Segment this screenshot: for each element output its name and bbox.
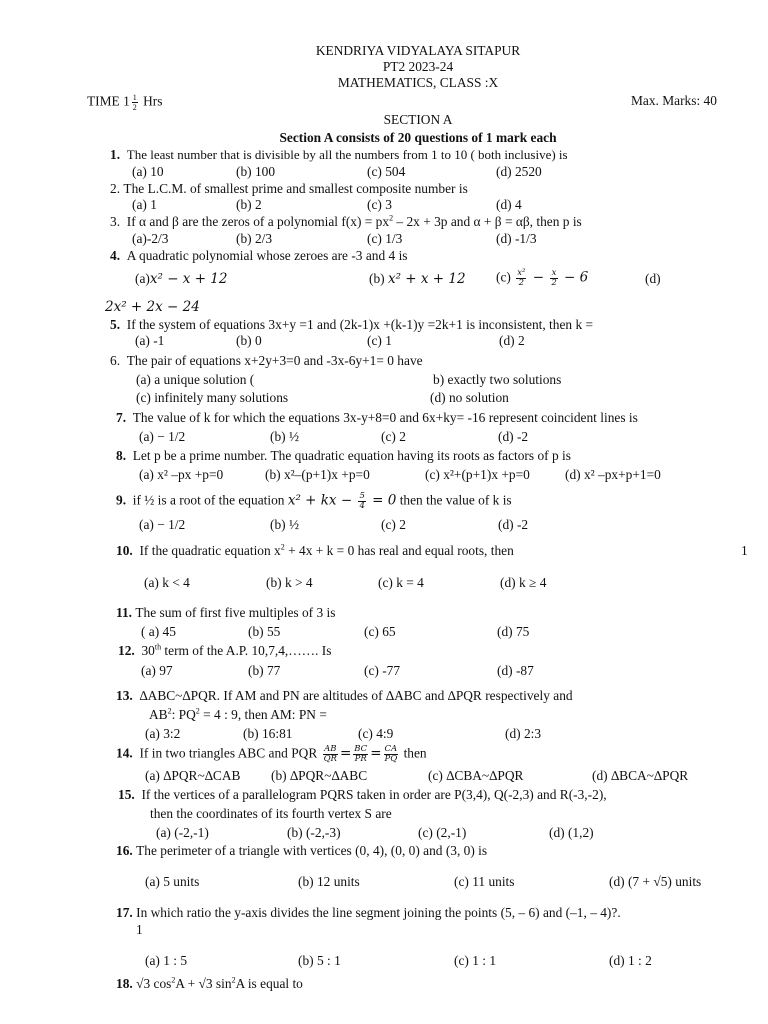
question-15-line-2: then the coordinates of its fourth vertex S are [150, 806, 392, 821]
q7-option-b[interactable]: (b) ½ [270, 429, 300, 444]
q7-option-a[interactable]: (a) − 1/2 [139, 429, 186, 444]
q4-option-a[interactable] [135, 271, 227, 287]
option-label: (c) [496, 269, 515, 285]
equation: = 0 [367, 492, 397, 509]
question-text-cont: term of the A.P. 10,7,4,……. Is [161, 643, 332, 658]
question-text: If in two triangles ABC and PQR [139, 745, 321, 761]
q12-option-b[interactable]: (b) 77 [248, 663, 281, 678]
q1-option-c[interactable]: (c) 504 [367, 164, 406, 179]
question-number: 10. [116, 543, 133, 558]
question-text: In which ratio the y-axis divides the line segment joining the points (5, – 6) and (–1, – 4)?. [136, 905, 621, 920]
exam-name: PT2 2023-24 [382, 59, 454, 74]
superscript: 2 [280, 542, 285, 552]
q17-marks: 1 [136, 922, 143, 937]
question-text: if ½ is a root of the equation [132, 492, 288, 508]
question-18 [116, 976, 303, 992]
q13-option-d[interactable]: (d) 2:3 [505, 726, 542, 741]
q6-option-b[interactable]: b) exactly two solutions [433, 372, 562, 387]
q13-option-c[interactable]: (c) 4:9 [358, 726, 394, 741]
question-text: A + √3 sin [175, 976, 232, 991]
q11-option-a[interactable]: ( a) 45 [141, 624, 176, 639]
option-label: (a) [135, 271, 150, 286]
question-text: If the quadratic equation x [139, 543, 281, 558]
question-number: 16. [116, 843, 133, 858]
question-2 [110, 181, 468, 197]
q10-marks: 1 [741, 543, 748, 558]
question-10 [116, 543, 514, 559]
question-number: 14. [116, 745, 133, 761]
numerator: AB [324, 744, 337, 754]
q10-option-a[interactable]: (a) k < 4 [144, 575, 190, 590]
question-number: 8. [116, 448, 127, 463]
q3-option-d[interactable]: (d) -1/3 [496, 231, 537, 246]
time-fraction [132, 93, 138, 112]
q6-option-a[interactable]: (a) a unique solution ( [136, 372, 255, 387]
option-math: − 6 [559, 269, 589, 286]
q8-option-c[interactable]: (c) x²+(p+1)x +p=0 [425, 467, 530, 482]
q14-option-d[interactable]: (d) ∆BCA~∆PQR [592, 768, 689, 783]
q16-option-d[interactable]: (d) (7 + √5) units [609, 874, 702, 889]
question-4 [110, 248, 408, 264]
question-text: If the vertices of a parallelogram PQRS taken in order are P(3,4), Q(-2,3) and R(-3,-2), [141, 787, 607, 802]
q9-option-d[interactable]: (d) -2 [498, 517, 529, 532]
q9-option-c[interactable]: (c) 2 [381, 517, 406, 532]
question-text-cont: – 2x + 3p and α + β = αβ, then p is [393, 214, 582, 229]
q15-option-d[interactable]: (d) (1,2) [549, 825, 594, 840]
equation: x² + kx − [287, 492, 357, 509]
question-9 [116, 492, 512, 511]
fraction [358, 492, 365, 511]
q16-option-a[interactable]: (a) 5 units [145, 874, 200, 889]
question-number: 5. [110, 317, 121, 332]
question-number: 15. [118, 787, 135, 802]
question-16 [116, 843, 487, 859]
fraction [516, 269, 526, 288]
operator: − [528, 269, 549, 286]
question-5 [110, 317, 593, 333]
q10-option-c[interactable]: (c) k = 4 [378, 575, 424, 590]
denominator: 2 [518, 278, 525, 288]
q8-option-b[interactable]: (b) x²–(p+1)x +p=0 [265, 467, 370, 482]
q4-option-c[interactable] [496, 269, 588, 288]
question-8 [116, 448, 571, 464]
q17-option-a[interactable]: (a) 1 : 5 [145, 953, 188, 968]
q16-option-c[interactable]: (c) 11 units [454, 874, 515, 889]
q17-option-c[interactable]: (c) 1 : 1 [454, 953, 497, 968]
q3-option-c[interactable]: (c) 1/3 [367, 231, 403, 246]
q8-option-d[interactable]: (d) x² –px+p+1=0 [565, 467, 661, 482]
superscript: 2 [231, 975, 236, 985]
q4-option-d-label[interactable]: (d) [645, 271, 661, 286]
school-name: KENDRIYA VIDYALAYA SITAPUR [315, 43, 521, 58]
question-number: 6. [110, 353, 121, 368]
numerator: CA [384, 744, 398, 754]
question-text: ∆ABC~∆PQR. If AM and PN are altitudes of ∆ABC and ∆PQR respectively and [139, 688, 573, 703]
option-math: x² − x + 12 [149, 271, 228, 287]
time-label: TIME 1 [87, 93, 130, 109]
question-number: 4. [110, 248, 121, 263]
numerator: x² [517, 268, 526, 278]
q4-option-d-math[interactable]: 2x² + 2x − 24 [105, 299, 200, 315]
question-text: If the system of equations 3x+y =1 and (2k-1)x +(k-1)y =2k+1 is inconsistent, then k = [126, 317, 594, 332]
subject-class: MATHEMATICS, CLASS :X [337, 75, 499, 90]
question-text-cont: then [400, 745, 427, 761]
question-7 [116, 410, 638, 426]
q14-option-c[interactable]: (c) ∆CBA~∆PQR [428, 768, 524, 783]
question-number: 18. [116, 976, 133, 991]
superscript: 2 [195, 706, 200, 716]
fraction [550, 269, 557, 288]
option-label: (b) [369, 271, 388, 286]
q8-option-a[interactable]: (a) x² –px +p=0 [139, 467, 224, 482]
denominator: PQ [384, 754, 398, 764]
q17-option-d[interactable]: (d) 1 : 2 [609, 953, 652, 968]
question-number: 17. [116, 905, 133, 920]
q6-option-c[interactable]: (c) infinitely many solutions [136, 390, 289, 405]
q4-option-b[interactable] [369, 271, 466, 287]
question-text: The perimeter of a triangle with vertices (0, 4), (0, 0) and (3, 0) is [136, 843, 488, 858]
denominator: 4 [359, 501, 365, 511]
question-text: = 4 : 9, then AM: PN = [199, 707, 327, 722]
q2-option-d[interactable]: (d) 4 [496, 197, 522, 212]
q2-option-c[interactable]: (c) 3 [367, 197, 392, 212]
q2-option-b[interactable]: (b) 2 [236, 197, 262, 212]
question-text: : PQ [171, 707, 196, 722]
question-number: 3. [110, 214, 121, 229]
question-13-line-2 [149, 707, 327, 723]
question-15 [118, 787, 607, 803]
denominator: QR [323, 754, 337, 764]
fraction [353, 745, 368, 764]
q5-option-c[interactable]: (c) 1 [367, 333, 392, 348]
q14-option-a[interactable]: (a) ∆PQR~∆CAB [145, 768, 241, 783]
equals: = [339, 745, 352, 762]
numerator: x [551, 268, 557, 278]
denominator: 2 [551, 278, 557, 288]
question-text-cont: then the value of k is [396, 492, 512, 508]
q5-option-d[interactable]: (d) 2 [499, 333, 525, 348]
q12-option-c[interactable]: (c) -77 [364, 663, 401, 678]
question-13 [116, 688, 573, 704]
max-marks: Max. Marks: 40 [631, 93, 717, 108]
question-number: 7. [116, 410, 127, 425]
q1-option-d[interactable]: (d) 2520 [496, 164, 542, 179]
question-17 [116, 905, 621, 921]
numerator: BC [354, 744, 368, 754]
q11-option-d[interactable]: (d) 75 [497, 624, 530, 639]
q1-option-a[interactable]: (a) 10 [132, 164, 164, 179]
q13-option-b[interactable]: (b) 16:81 [243, 726, 293, 741]
question-text: The L.C.M. of smallest prime and smallest composite number is [123, 181, 468, 196]
question-text: 30 [141, 643, 155, 658]
question-number: 11. [116, 605, 132, 620]
q3-option-a[interactable]: (a)-2/3 [132, 231, 169, 246]
superscript: 2 [171, 975, 176, 985]
section-title: SECTION A [383, 112, 453, 127]
question-text: The least number that is divisible by all the numbers from 1 to 10 ( both inclusive) is [126, 147, 568, 162]
q9-option-a[interactable]: (a) − 1/2 [139, 517, 186, 532]
question-text: Let p be a prime number. The quadratic equation having its roots as factors of p is [132, 448, 571, 463]
question-12 [118, 643, 331, 659]
time-allowed [87, 93, 162, 112]
question-text: AB [149, 707, 168, 722]
superscript: 2 [167, 706, 172, 716]
option-math: x² + x + 12 [387, 271, 466, 287]
question-text: The value of k for which the equations 3x-y+8=0 and 6x+ky= -16 represent coincident lines is [132, 410, 638, 425]
q11-option-c[interactable]: (c) 65 [364, 624, 396, 639]
time-frac-num: 1 [132, 93, 137, 102]
question-number: 9. [116, 492, 127, 508]
q15-option-a[interactable]: (a) (-2,-1) [156, 825, 209, 840]
section-description: Section A consists of 20 questions of 1 mark each [279, 130, 557, 145]
q2-option-a[interactable]: (a) 1 [132, 197, 157, 212]
equals: = [370, 745, 382, 762]
question-text: A quadratic polynomial whose zeroes are -3 and 4 is [126, 248, 408, 263]
q10-option-b[interactable]: (b) k > 4 [266, 575, 313, 590]
q10-option-d[interactable]: (d) k ≥ 4 [500, 575, 547, 590]
question-11 [116, 605, 335, 621]
q11-option-b[interactable]: (b) 55 [248, 624, 281, 639]
numerator: 5 [359, 491, 365, 501]
question-text: The pair of equations x+2y+3=0 and -3x-6y+1= 0 have [126, 353, 423, 368]
question-text-cont: + 4x + k = 0 has real and equal roots, then [284, 543, 514, 558]
q7-option-d[interactable]: (d) -2 [498, 429, 529, 444]
q16-option-b[interactable]: (b) 12 units [298, 874, 360, 889]
fraction [323, 745, 338, 764]
time-frac-den: 2 [132, 103, 137, 112]
question-text-cont: A is equal to [235, 976, 303, 991]
q15-option-b[interactable]: (b) (-2,-3) [287, 825, 341, 840]
denominator: PR [354, 754, 367, 764]
q1-option-b[interactable]: (b) 100 [236, 164, 276, 179]
q12-option-d[interactable]: (d) -87 [497, 663, 534, 678]
q12-option-a[interactable]: (a) 97 [141, 663, 173, 678]
q7-option-c[interactable]: (c) 2 [381, 429, 406, 444]
q9-option-b[interactable]: (b) ½ [270, 517, 300, 532]
question-6 [110, 353, 423, 369]
q5-option-b[interactable]: (b) 0 [236, 333, 262, 348]
question-text: The sum of first five multiples of 3 is [135, 605, 336, 620]
q3-option-b[interactable]: (b) 2/3 [236, 231, 273, 246]
question-3 [110, 214, 582, 230]
q14-option-b[interactable]: (b) ∆PQR~∆ABC [271, 768, 368, 783]
question-number: 12. [118, 643, 135, 658]
fraction [384, 745, 399, 764]
superscript: th [154, 642, 162, 652]
q15-option-c[interactable]: (c) (2,-1) [418, 825, 467, 840]
question-text: √3 cos [136, 976, 172, 991]
question-number: 2. [110, 181, 121, 196]
question-number: 1. [110, 147, 121, 162]
time-unit: Hrs [143, 93, 163, 109]
q6-option-d[interactable]: (d) no solution [430, 390, 509, 405]
q13-option-a[interactable]: (a) 3:2 [145, 726, 181, 741]
question-number: 13. [116, 688, 133, 703]
question-1 [110, 147, 568, 163]
q17-option-b[interactable]: (b) 5 : 1 [298, 953, 341, 968]
question-14 [116, 745, 427, 764]
superscript: 2 [389, 213, 394, 223]
question-text: If α and β are the zeros of a polynomial f(x) = px [126, 214, 390, 229]
q5-option-a[interactable]: (a) -1 [135, 333, 165, 348]
